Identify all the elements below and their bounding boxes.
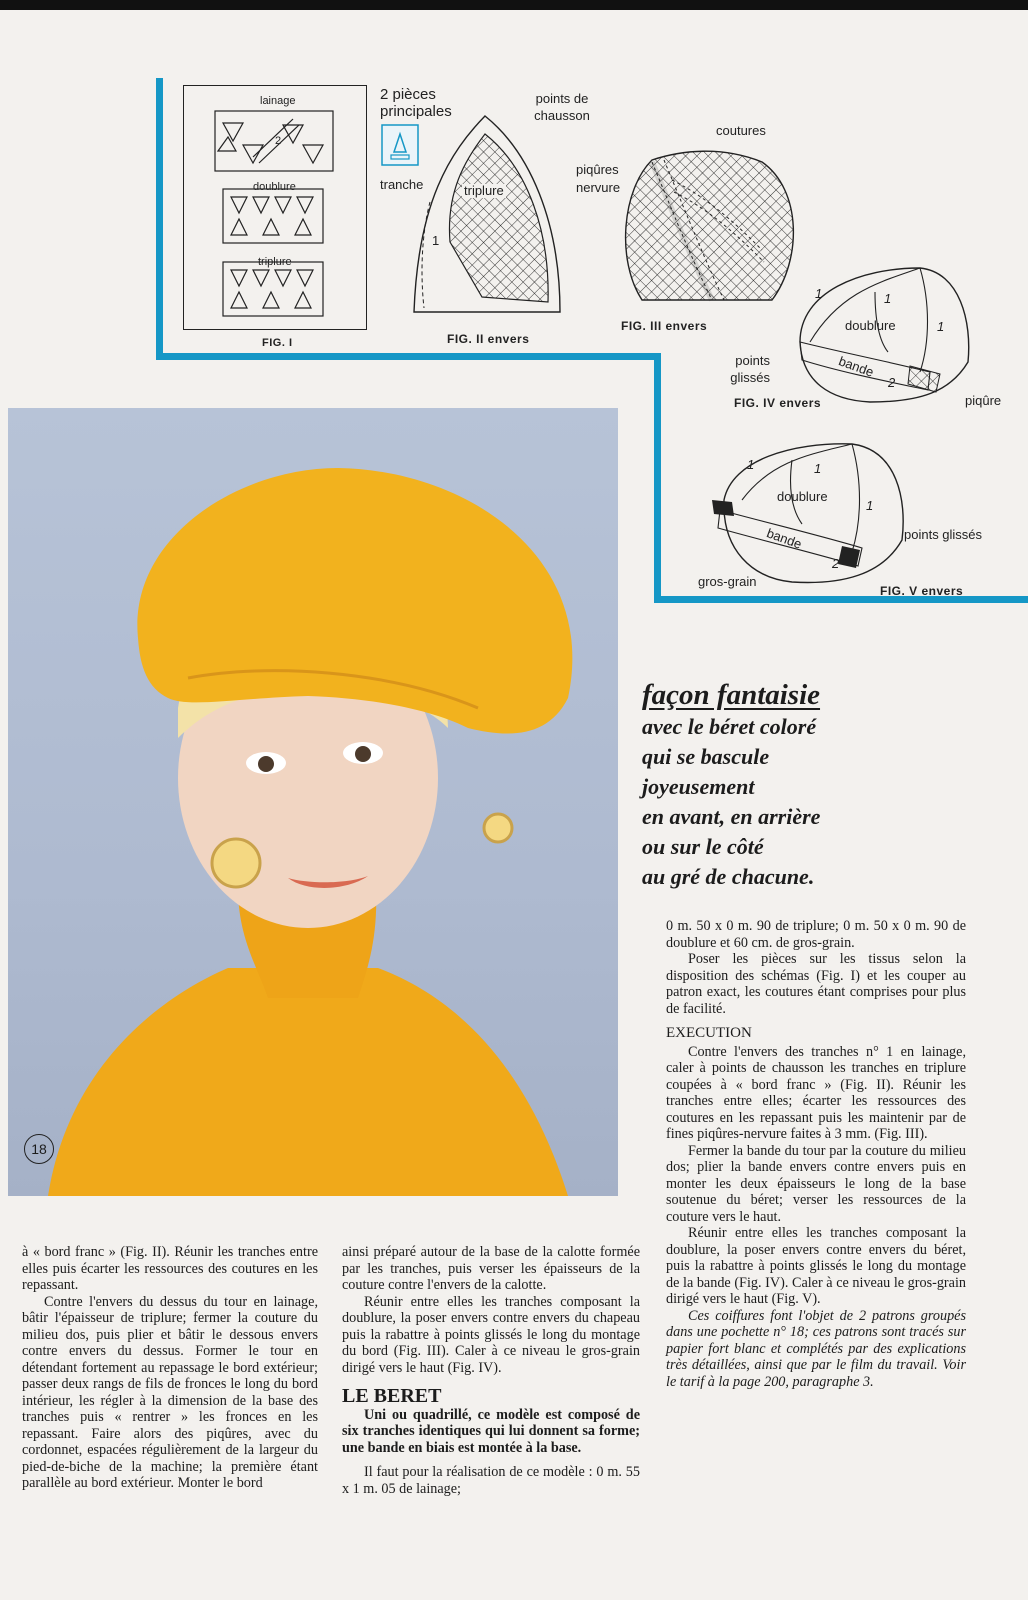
fig4-number-1a: 1 bbox=[815, 286, 823, 301]
right-execution-p2: Fermer la bande du tour par la couture du milieu dos; plier la bande envers contre envers puis en monter les deux épaisseurs le long de la base soutenue du béret; verser les ressources de la couture vers le haut. bbox=[666, 1142, 966, 1225]
pattern-note: Ces coiffures font l'objet de 2 patrons groupés dans une pochette n° 18; ces patrons sont tracés sur papier fort blanc et complétés par des explications très détaillées, ainsi que par le film du travail. Voir le tarif à la page 200, paragraphe 3. bbox=[666, 1307, 966, 1390]
fig1-lainage-label: lainage bbox=[260, 95, 296, 107]
fig4-number-1c: 1 bbox=[937, 319, 945, 334]
fig1-doublure-label: doublure bbox=[253, 181, 296, 193]
right-column bbox=[666, 918, 966, 1390]
headline-block bbox=[642, 678, 1012, 892]
page-number-badge: 18 bbox=[24, 1134, 54, 1164]
fig2-pattern-diagram bbox=[410, 112, 570, 322]
fig5-number-1a: 1 bbox=[747, 457, 755, 472]
fig2-triplure-label: triplure bbox=[464, 183, 504, 198]
fig2-pieces-label: 2 pièces principales bbox=[380, 86, 452, 120]
left-column bbox=[22, 1244, 318, 1492]
headline-title: façon fantaisie bbox=[642, 679, 821, 711]
fig5-bande-label: bande bbox=[764, 525, 804, 552]
right-execution-p1: Contre l'envers des tranches n° 1 en lainage, caler à points de chausson les tranches en triplure coupées à « bord franc » (Fig. II). Réunir les tranches entre elles; écarter les ressources des coutures en les repassant puis les maintenir par de fines piqûres-nervure faites à 3 mm. (Fig. III). bbox=[666, 1043, 966, 1142]
fig1-number-2: 2 bbox=[275, 135, 282, 147]
beret-heading: LE BERET bbox=[342, 1385, 442, 1407]
fig5-gros-grain-label: gros-grain bbox=[698, 574, 757, 589]
middle-column bbox=[342, 1244, 640, 1497]
fig5-doublure-label: doublure bbox=[777, 489, 828, 504]
headline-line-2: qui se bascule bbox=[642, 744, 770, 769]
fig3-piqures-label: piqûres bbox=[576, 162, 619, 177]
frame-line-left bbox=[156, 78, 163, 360]
fig4-points-glisses-label bbox=[718, 352, 770, 386]
fig4-piqure-label: piqûre bbox=[965, 393, 1002, 408]
fig3-nervure-label: nervure bbox=[576, 180, 621, 195]
left-p2: Contre l'envers du dessus du tour en lainage, bâtir l'épaisseur de triplure; fermer la couture du milieu dos, puis plier et bâtir le dessous envers contre envers du dessus. Former le tour en détendant fortement au repassage le bord extérieur; passer deux rangs de fils de fronces le long du bord intérieur, les régler à la dimension de la base des tranches puis « rentrer » les fronces en les repassant. Faire alors des piqûres, avec du cordonnet, espacées régulièrement de la largeur du pied-de-biche de la machine; la première étant parallèle au bord extérieur. Monter le bord bbox=[22, 1293, 318, 1491]
fig2-points-chausson-label: points de chausson bbox=[534, 91, 590, 123]
fig1-triplure-label: triplure bbox=[258, 256, 292, 268]
frame-line-step bbox=[654, 353, 661, 603]
fig2-number-1: 1 bbox=[432, 233, 440, 248]
fig4-lining-diagram bbox=[780, 262, 975, 412]
headline-line-6: au gré de chacune. bbox=[642, 864, 815, 889]
right-materials-text: 0 m. 50 x 0 m. 90 de triplure; 0 m. 50 x 0 m. 90 de doublure et 60 cm. de gros-grain. bbox=[666, 918, 966, 951]
fig4-number-1b: 1 bbox=[884, 291, 892, 306]
fig1-layout-diagram bbox=[183, 85, 367, 331]
headline-line-5: ou sur le côté bbox=[642, 834, 764, 859]
fig5-grosgrain-diagram bbox=[712, 440, 912, 590]
model-photo bbox=[8, 408, 618, 1196]
model-illustration bbox=[8, 408, 618, 1196]
fig2-tranche-label: tranche bbox=[380, 177, 424, 192]
fig5-number-2: 2 bbox=[832, 556, 840, 571]
fig3-coutures-label: coutures bbox=[716, 123, 766, 138]
fig5-number-1c: 1 bbox=[866, 498, 874, 513]
top-border bbox=[0, 0, 1028, 10]
headline-line-4: en avant, en arrière bbox=[642, 804, 821, 829]
middle-p1: ainsi préparé autour de la base de la calotte formée par les tranches, puis verser les épaisseurs de la couture contre l'envers de la calotte. bbox=[342, 1244, 640, 1293]
headline-line-1: avec le béret coloré bbox=[642, 714, 817, 739]
fig4-number-2: 2 bbox=[888, 375, 896, 390]
middle-p2: Réunir entre elles les tranches composant la doublure, la poser envers contre envers du chapeau puis la rabattre à points glissés le long du montage du bord (Fig. III). Caler à ce niveau le gros-grain dirigé vers le haut (Fig. IV). bbox=[342, 1293, 640, 1376]
frame-line-mid bbox=[156, 353, 661, 360]
fig3-label: FIG. III envers bbox=[621, 319, 708, 333]
fig4-bande-label: bande bbox=[836, 353, 876, 380]
middle-p3: Il faut pour la réalisation de ce modèle : 0 m. 55 x 1 m. 05 de lainage; bbox=[342, 1464, 640, 1497]
left-p1: à « bord franc » (Fig. II). Réunir les tranches entre elles puis écarter les ressources des coutures en les repassant. bbox=[22, 1244, 318, 1293]
beret-lead: Uni ou quadrillé, ce modèle est composé de six tranches identiques qui lui donnent sa forme; une bande en biais est montée à la base. bbox=[342, 1406, 640, 1456]
frame-line-bottom bbox=[654, 596, 1028, 603]
fig1-label: FIG. I bbox=[262, 337, 293, 349]
fig5-points-glisses-label: points glissés bbox=[904, 527, 983, 542]
fig5-number-1b: 1 bbox=[814, 461, 822, 476]
fig4-points-glisses-text: points glissés bbox=[730, 353, 770, 385]
fig4-label: FIG. IV envers bbox=[734, 396, 822, 410]
headline-line-3: joyeusement bbox=[642, 774, 755, 799]
right-cutting-text: Poser les pièces sur les tissus selon la disposition des schémas (Fig. I) et les couper au patron exact, les coutures étant comprises pour plus de facilité. bbox=[666, 951, 966, 1017]
fig3-assembly-diagram bbox=[612, 150, 802, 310]
fig4-doublure-label: doublure bbox=[845, 318, 896, 333]
execution-heading: EXECUTION bbox=[666, 1025, 752, 1041]
fig2-label: FIG. II envers bbox=[447, 332, 530, 346]
right-execution-p3: Réunir entre elles les tranches composant la doublure, la poser envers contre envers du béret, puis la rabattre à points glissés le long du montage de la bande (Fig. IV). Caler à ce niveau le gros-grain dirigé vers le haut (Fig. V). bbox=[666, 1225, 966, 1307]
fig5-label: FIG. V envers bbox=[880, 584, 964, 598]
